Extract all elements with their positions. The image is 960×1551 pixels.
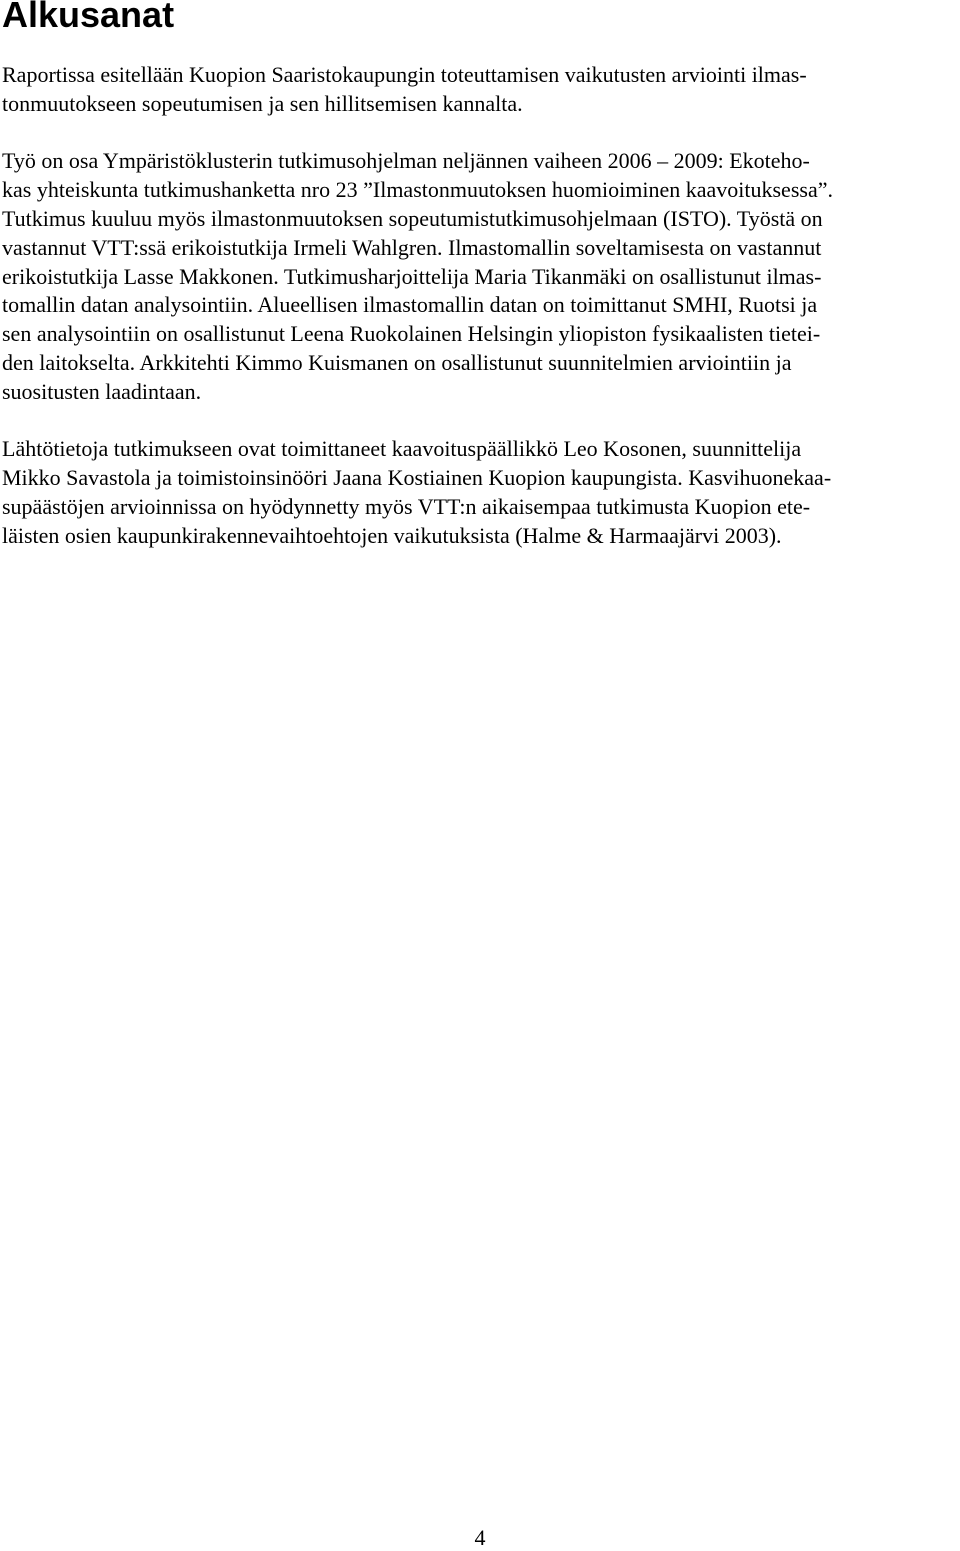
text-line: Lähtötietoja tutkimukseen ovat toimittaneet kaavoituspäällikkö Leo Kosonen, suunnittelija: [2, 436, 802, 462]
paragraph-project: [2, 147, 958, 406]
text-line: sen analysointiin on osallistunut Leena Ruokolainen Helsingin yliopiston fysikaalisten tietei-: [2, 321, 821, 347]
text-line: Tutkimus kuuluu myös ilmastonmuutoksen sopeutumistutkimusohjelmaan (ISTO). Työstä on: [2, 205, 823, 231]
text-line: vastannut VTT:ssä erikoistutkija Irmeli Wahlgren. Ilmastomallin soveltamisesta on vastannut: [2, 234, 822, 260]
text-line: supäästöjen arvioinnissa on hyödynnetty myös VTT:n aikaisempaa tutkimusta Kuopion ete-: [2, 493, 811, 519]
text-line: kas yhteiskunta tutkimushanketta nro 23 ”Ilmastonmuutoksen huomioiminen kaavoituksessa”.: [2, 177, 833, 203]
text-line: suositusten laadintaan.: [2, 378, 202, 404]
text-line: tonmuutokseen sopeutumisen ja sen hillitsemisen kannalta.: [2, 90, 523, 116]
page-title: Alkusanat: [2, 0, 175, 35]
text-line: Raportissa esitellään Kuopion Saaristokaupungin toteuttamisen vaikutusten arviointi ilmas-: [2, 62, 807, 87]
document-body: [2, 61, 958, 579]
text-line: Työ on osa Ympäristöklusterin tutkimusohjelman neljännen vaiheen 2006 – 2009: Ekoteho-: [2, 148, 810, 174]
text-line: Mikko Savastola ja toimistoinsinööri Jaana Kostiainen Kuopion kaupungista. Kasvihuonekaa-: [2, 465, 832, 491]
text-line: den laitokselta. Arkkitehti Kimmo Kuismanen on osallistunut suunnitelmien arviointiin ja: [2, 349, 792, 375]
text-line: erikoistutkija Lasse Makkonen. Tutkimusharjoittelija Maria Tikanmäki on osallistunut ilmas-: [2, 263, 822, 289]
paragraph-sources: [2, 435, 958, 550]
paragraph-intro: [2, 61, 958, 119]
text-line: läisten osien kaupunkirakennevaihtoehtojen vaikutuksista (Halme & Harmaajärvi 2003).: [2, 522, 782, 548]
page-number: 4: [474, 1525, 486, 1550]
text-line: tomallin datan analysointiin. Alueellisen ilmastomallin datan on toimittanut SMHI, Ruotsi ja: [2, 292, 818, 318]
